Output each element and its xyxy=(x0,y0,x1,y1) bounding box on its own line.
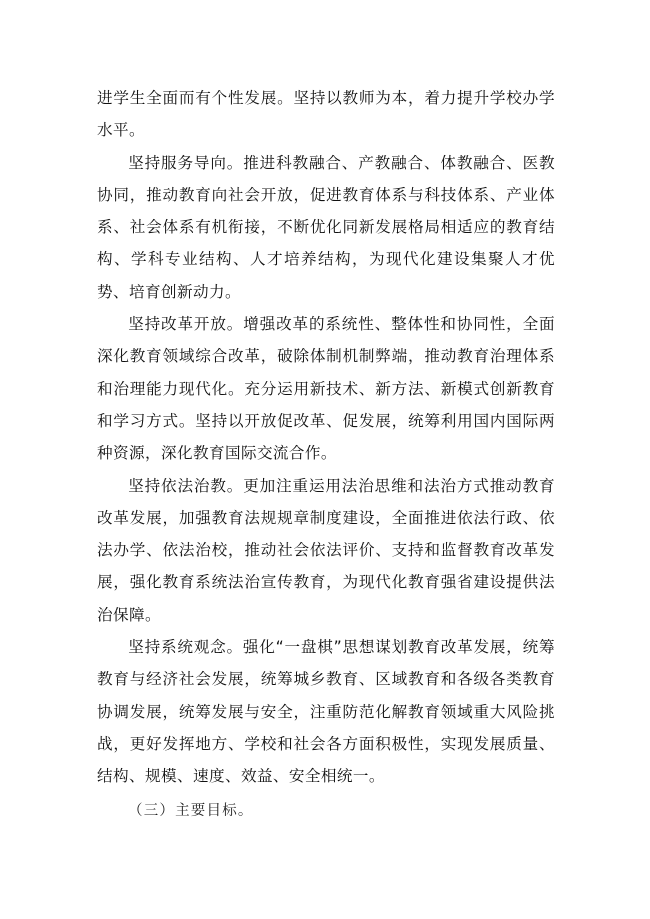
paragraph-continuation: 进学生全面而有个性发展。坚持以教师为本，着力提升学校办学水平。 xyxy=(97,89,555,140)
paragraph-systems-thinking: 坚持系统观念。强化“一盘棋”思想谋划教育改革发展，统筹教育与经济社会发展，统筹城乡教育、区域教育和各级各类教育协调发展，统筹发展与安全，注重防范化解教育领域重大风险挑战，更好发挥地方、学校和社会各方面积极性，实现发展质量、结构、规模、速度、效益、安全相统一。 xyxy=(97,638,555,786)
paragraph-reform-opening: 坚持改革开放。增强改革的系统性、整体性和协同性，全面深化教育领域综合改革，破除体制机制弊端，推动教育治理体系和治理能力现代化。充分运用新技术、新方法、新模式创新教育和学习方式。坚持以开放促改革、促发展，统筹利用国内国际两种资源，深化教育国际交流合作。 xyxy=(97,315,555,463)
section-heading: （三）主要目标。 xyxy=(128,803,254,819)
paragraph-service-orientation: 坚持服务导向。推进科教融合、产教融合、体教融合、医教协同，推动教育向社会开放，促进教育体系与科技体系、产业体系、社会体系有机衔接，不断优化同新发展格局相适应的教育结构、学科专业结构、人才培养结构，为现代化建设集聚人才优势、培育创新动力。 xyxy=(97,153,555,301)
body-text xyxy=(97,82,555,793)
paragraph-rule-of-law: 坚持依法治教。更加注重运用法治思维和法治方式推动教育改革发展，加强教育法规规章制度建设，全面推进依法行政、依法办学、依法治校，推动社会依法评价、支持和监督教育改革发展，强化教育系统法治宣传教育，为现代化教育强省建设提供法治保障。 xyxy=(97,476,555,624)
